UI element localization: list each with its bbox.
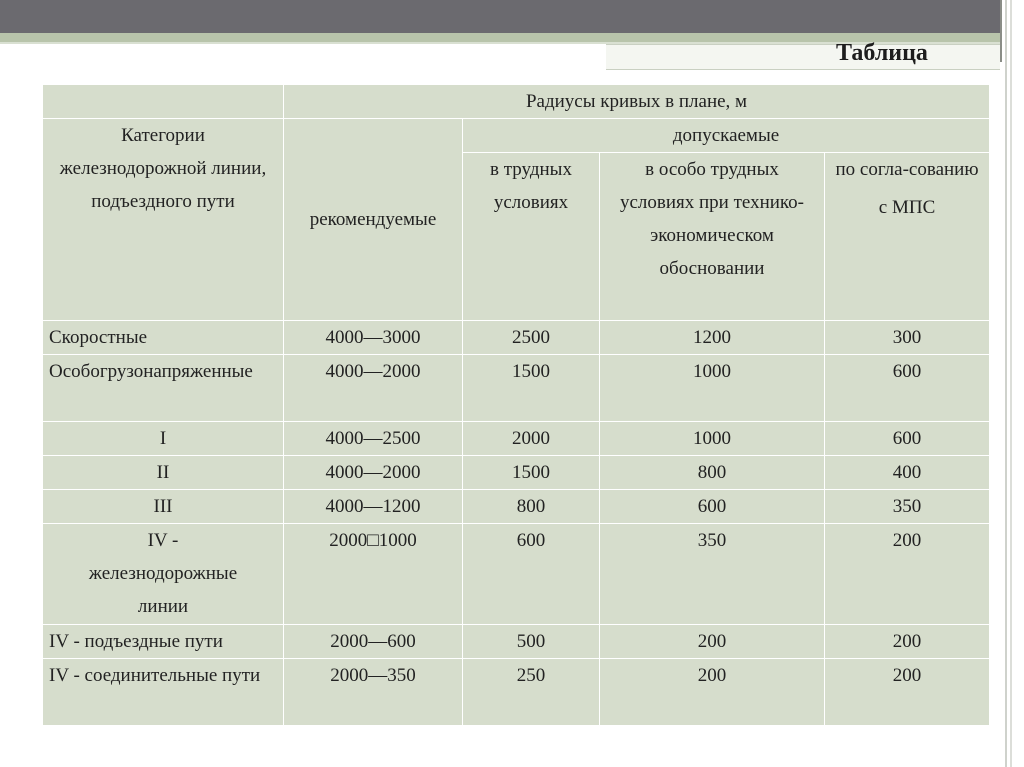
row-category: I (43, 422, 284, 456)
table-row (43, 456, 990, 490)
curve-radius-table (42, 84, 990, 726)
row-agreement: 600 (825, 422, 990, 456)
row-difficult: 2500 (463, 321, 600, 355)
row-difficult: 1500 (463, 355, 600, 422)
row-very-difficult: 1000 (600, 422, 825, 456)
row-very-difficult: 1200 (600, 321, 825, 355)
row-recommended: 4000—2000 (284, 355, 463, 422)
row-very-difficult: 800 (600, 456, 825, 490)
row-difficult: 2000 (463, 422, 600, 456)
table-row (43, 524, 990, 625)
header-agreement-line2: с МПС (878, 197, 936, 218)
row-category: Скоростные (43, 321, 284, 355)
row-category: Особогрузонапряженные (43, 355, 284, 422)
row-agreement: 200 (825, 659, 990, 726)
right-edge-decoration (994, 0, 1024, 767)
header-group-title: Радиусы кривых в плане, м (284, 85, 990, 119)
row-very-difficult: 200 (600, 625, 825, 659)
row-recommended: 4000—3000 (284, 321, 463, 355)
header-recommended: рекомендуемые (284, 119, 463, 321)
header-difficult: в трудных условиях (463, 153, 600, 321)
row-recommended: 2000—350 (284, 659, 463, 726)
row-very-difficult: 1000 (600, 355, 825, 422)
row-very-difficult: 600 (600, 490, 825, 524)
row-very-difficult: 350 (600, 524, 825, 625)
table-header-row (43, 85, 990, 119)
header-category: Категории железнодорожной линии, подъездного пути (43, 119, 284, 321)
row-agreement: 200 (825, 625, 990, 659)
row-category: IV - подъездные пути (43, 625, 284, 659)
table-row (43, 355, 990, 422)
row-recommended: 2000—600 (284, 625, 463, 659)
table-row (43, 625, 990, 659)
row-category: II (43, 456, 284, 490)
header-very-difficult: в особо трудных условиях при технико-экономическом обосновании (600, 153, 825, 321)
table-row (43, 422, 990, 456)
row-agreement: 400 (825, 456, 990, 490)
row-agreement: 200 (825, 524, 990, 625)
row-agreement: 600 (825, 355, 990, 422)
header-agreement-line1: по согла-сованию (835, 159, 979, 180)
table-row (43, 490, 990, 524)
row-agreement: 300 (825, 321, 990, 355)
row-recommended: 4000—1200 (284, 490, 463, 524)
row-category: III (43, 490, 284, 524)
row-very-difficult: 200 (600, 659, 825, 726)
row-category: IV - соединительные пути (43, 659, 284, 726)
table-row (43, 659, 990, 726)
row-difficult: 250 (463, 659, 600, 726)
row-agreement: 350 (825, 490, 990, 524)
top-banner (0, 0, 1000, 33)
row-recommended: 4000—2500 (284, 422, 463, 456)
page-title: Таблица (836, 40, 928, 66)
row-category: IV - железнодорожные линии (43, 524, 284, 625)
header-agreement (825, 153, 990, 321)
table-header-row (43, 119, 990, 153)
header-empty-cell (43, 85, 284, 119)
row-difficult: 600 (463, 524, 600, 625)
row-difficult: 800 (463, 490, 600, 524)
row-recommended: 2000□1000 (284, 524, 463, 625)
row-difficult: 1500 (463, 456, 600, 490)
header-allowed: допускаемые (463, 119, 990, 153)
title-underline (606, 44, 1000, 70)
row-difficult: 500 (463, 625, 600, 659)
row-recommended: 4000—2000 (284, 456, 463, 490)
table-row (43, 321, 990, 355)
